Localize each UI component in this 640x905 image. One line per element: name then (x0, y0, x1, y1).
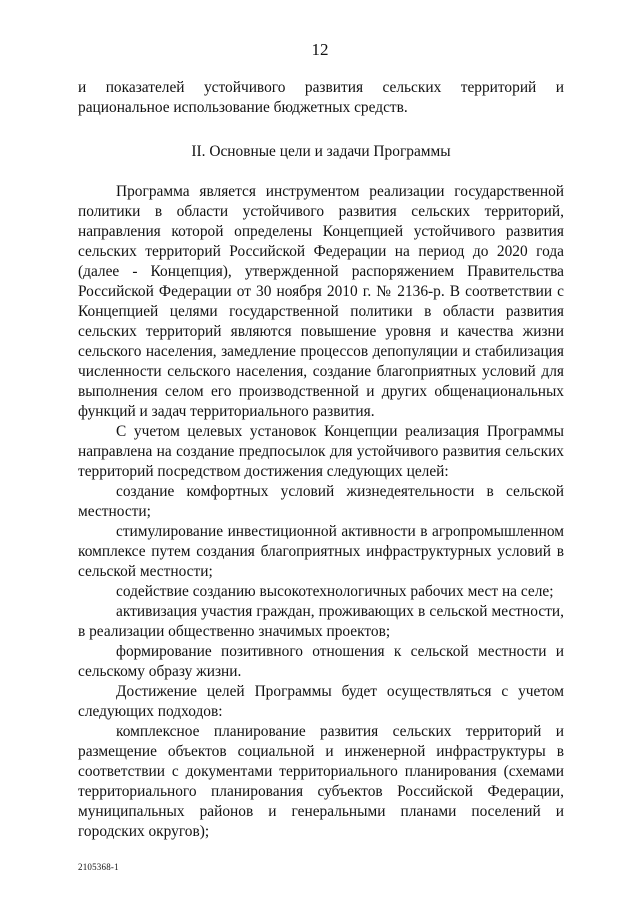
goal-item-1: создание комфортных условий жизнедеятельности в сельской местности; (78, 483, 564, 520)
goal-item-3: содействие созданию высокотехнологичных рабочих мест на селе; (116, 583, 554, 600)
footer-code: 2105368-1 (78, 862, 119, 872)
intro-paragraph: и показателей устойчивого развития сельских территорий и рациональное использование бюджетных средств. (78, 79, 564, 116)
approach-item-1: комплексное планирование развития сельских территорий и размещение объектов социальной и инженерной инфраструктуры в соответствии с документами территориального планирования (схемами территориального планирования субъектов Российской Федерации, муниципальных районов и генеральными планами поселений и городских округов); (78, 723, 564, 840)
section-title: II. Основные цели и задачи Программы (191, 143, 451, 160)
paragraph-1: Программа является инструментом реализации государственной политики в области устойчивого развития сельских территорий, направления которой определены Концепцией устойчивого развития сельских территорий Российской Федерации на период до 2020 года (далее - Концепция), утвержденной распоряжением Правительства Российской Федерации от 30 ноября 2010 г. № 2136-р. В соответствии с Концепцией целями государственной политики в области развития сельских территорий являются повышение уровня и качества жизни сельского населения, замедление процессов депопуляции и стабилизация численности сельского населения, создание благоприятных условий для выполнения селом его производственной и других общенациональных функций и задач территориального развития. (78, 183, 564, 420)
paragraph-2: С учетом целевых установок Концепции реализация Программы направлена на создание предпосылок для устойчивого развития сельских территорий посредством достижения следующих целей: (78, 423, 564, 480)
goal-item-2: стимулирование инвестиционной активности в агропромышленном комплексе путем создания благоприятных инфраструктурных условий в сельской местности; (78, 523, 564, 580)
paragraph-approaches: Достижение целей Программы будет осуществляться с учетом следующих подходов: (78, 683, 564, 720)
goal-item-5: формирование позитивного отношения к сельской местности и сельскому образу жизни. (78, 643, 564, 680)
goal-item-4: активизация участия граждан, проживающих в сельской местности, в реализации общественно значимых проектов; (78, 603, 564, 640)
document-body (78, 78, 564, 842)
page-number: 12 (311, 40, 329, 59)
